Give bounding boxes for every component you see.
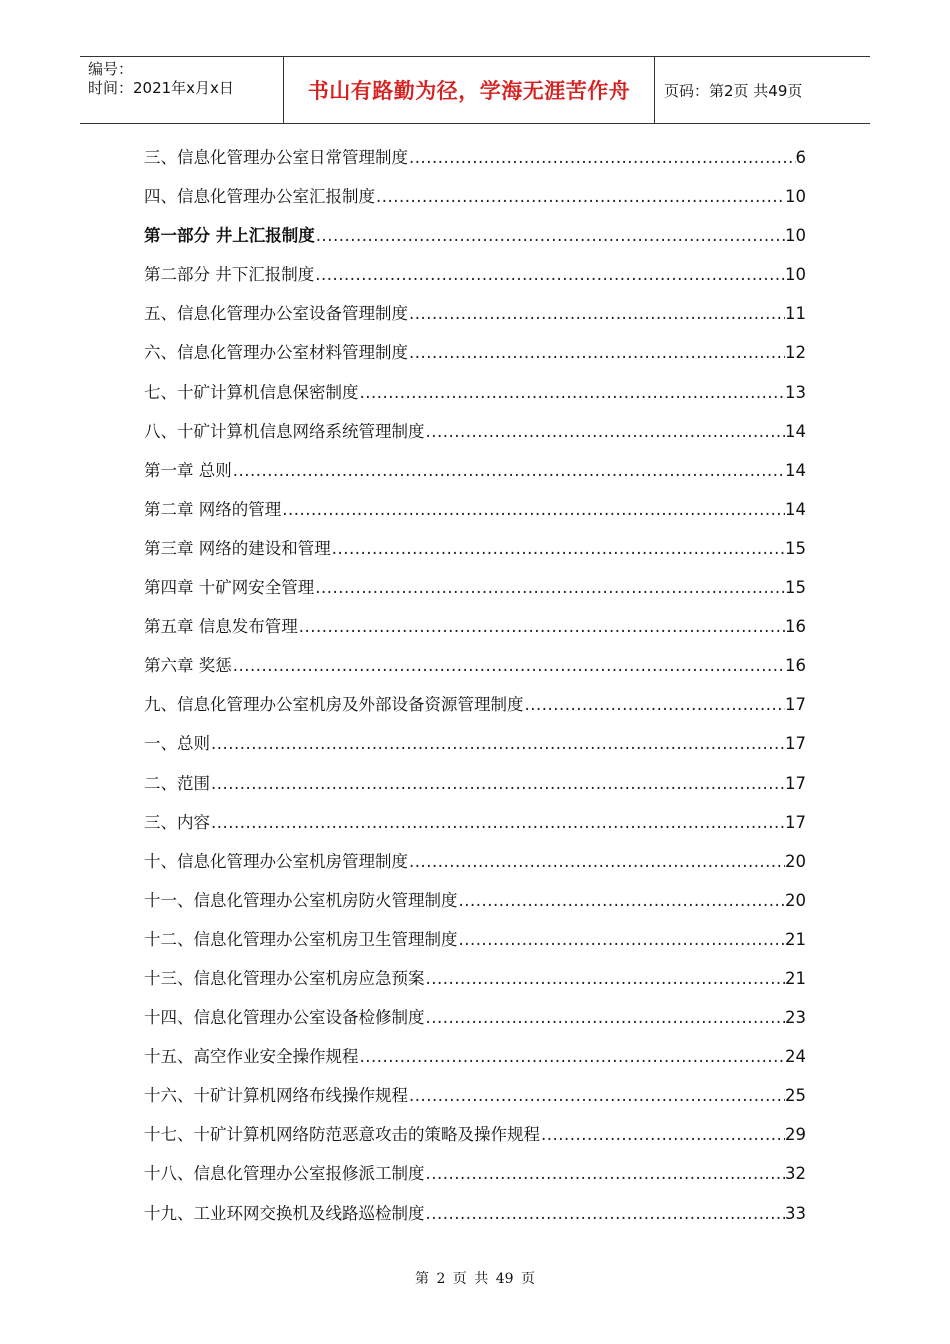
toc-entry-title: 三、信息化管理办公室日常管理制度 bbox=[144, 148, 408, 167]
toc-entry-title: 二、范围 bbox=[144, 773, 210, 793]
toc-entry-title: 十三、信息化管理办公室机房应急预案 bbox=[144, 968, 425, 988]
toc-entry[interactable] bbox=[144, 1194, 806, 1233]
toc-entry[interactable] bbox=[144, 803, 806, 842]
toc-entry-title: 三、内容 bbox=[144, 812, 210, 832]
toc-dot-leader bbox=[540, 1115, 785, 1154]
toc-entry-title: 十七、十矿计算机网络防范恶意攻击的策略及操作规程 bbox=[144, 1125, 540, 1145]
toc-entry-page: 32 bbox=[785, 1164, 806, 1184]
toc-entry[interactable] bbox=[144, 842, 806, 881]
toc-entry-title: 十五、高空作业安全操作规程 bbox=[144, 1047, 359, 1067]
toc-entry[interactable] bbox=[144, 451, 806, 490]
toc-entry[interactable] bbox=[144, 333, 806, 372]
toc-entry[interactable] bbox=[144, 998, 806, 1037]
toc-entry[interactable] bbox=[144, 685, 806, 724]
toc-entry[interactable] bbox=[144, 646, 806, 685]
toc-dot-leader bbox=[425, 1194, 786, 1233]
toc-dot-leader bbox=[408, 294, 785, 333]
toc-entry[interactable] bbox=[144, 177, 806, 216]
toc-entry-title: 第二部分 井下汇报制度 bbox=[144, 265, 315, 285]
toc-entry-page: 17 bbox=[785, 773, 806, 793]
toc-entry-page: 33 bbox=[785, 1203, 806, 1223]
toc-entry-title: 第四章 十矿网安全管理 bbox=[144, 578, 315, 598]
toc-dot-leader bbox=[359, 373, 786, 412]
toc-entry-page: 15 bbox=[785, 578, 806, 598]
toc-entry-title: 第三章 网络的建设和管理 bbox=[144, 538, 331, 558]
toc-entry[interactable] bbox=[144, 216, 806, 255]
toc-entry-page: 23 bbox=[785, 1008, 806, 1028]
page-header bbox=[80, 56, 870, 124]
toc-dot-leader bbox=[425, 412, 786, 451]
toc-dot-leader bbox=[232, 646, 785, 685]
toc-dot-leader bbox=[210, 803, 785, 842]
toc-entry[interactable] bbox=[144, 255, 806, 294]
page-footer: 第 2 页 共 49 页 bbox=[415, 1271, 535, 1287]
toc-entry-title: 十九、工业环网交换机及线路巡检制度 bbox=[144, 1203, 425, 1223]
toc-dot-leader bbox=[408, 138, 796, 177]
toc-entry[interactable] bbox=[144, 607, 806, 646]
toc-entry-title: 十一、信息化管理办公室机房防火管理制度 bbox=[144, 890, 458, 910]
toc-entry[interactable] bbox=[144, 881, 806, 920]
document-date: 时间：2021年x月x日 bbox=[88, 79, 234, 97]
toc-dot-leader bbox=[458, 881, 786, 920]
toc-entry-title: 五、信息化管理办公室设备管理制度 bbox=[144, 304, 408, 324]
toc-entry[interactable] bbox=[144, 959, 806, 998]
toc-entry-page: 17 bbox=[785, 695, 806, 715]
toc-dot-leader bbox=[281, 490, 785, 529]
toc-entry-page: 16 bbox=[785, 656, 806, 676]
toc-dot-leader bbox=[524, 685, 786, 724]
toc-dot-leader bbox=[458, 920, 786, 959]
toc-entry-title: 九、信息化管理办公室机房及外部设备资源管理制度 bbox=[144, 695, 524, 715]
toc-entry-page: 25 bbox=[785, 1086, 806, 1106]
toc-entry-title: 十四、信息化管理办公室设备检修制度 bbox=[144, 1008, 425, 1028]
toc-entry[interactable] bbox=[144, 412, 806, 451]
toc-entry-page: 29 bbox=[785, 1125, 806, 1145]
toc-entry-page: 10 bbox=[785, 187, 806, 207]
toc-entry-page: 12 bbox=[785, 343, 806, 363]
toc-dot-leader bbox=[425, 959, 786, 998]
toc-entry-page: 13 bbox=[785, 382, 806, 402]
toc-entry-page: 6 bbox=[795, 148, 806, 167]
header-motto: 书山有路勤为径，学海无涯苦作舟 bbox=[283, 57, 655, 123]
toc-entry-page: 14 bbox=[785, 460, 806, 480]
toc-entry[interactable] bbox=[144, 138, 806, 177]
toc-entry-title: 第六章 奖惩 bbox=[144, 656, 232, 676]
toc-entry-title: 一、总则 bbox=[144, 734, 210, 754]
toc-entry[interactable] bbox=[144, 490, 806, 529]
toc-entry-page: 16 bbox=[785, 617, 806, 637]
toc-dot-leader bbox=[425, 1154, 786, 1193]
toc-entry[interactable] bbox=[144, 724, 806, 763]
toc-entry[interactable] bbox=[144, 1076, 806, 1115]
toc-entry[interactable] bbox=[144, 764, 806, 803]
toc-entry[interactable] bbox=[144, 1154, 806, 1193]
toc-entry-title: 十、信息化管理办公室机房管理制度 bbox=[144, 851, 408, 871]
toc-entry-title: 六、信息化管理办公室材料管理制度 bbox=[144, 343, 408, 363]
toc-dot-leader bbox=[210, 764, 785, 803]
toc-entry-page: 10 bbox=[785, 226, 806, 246]
toc-entry-page: 14 bbox=[785, 421, 806, 441]
header-meta bbox=[88, 60, 234, 98]
toc-entry-page: 20 bbox=[785, 851, 806, 871]
toc-entry[interactable] bbox=[144, 1115, 806, 1154]
toc-entry-page: 24 bbox=[785, 1047, 806, 1067]
toc-entry[interactable] bbox=[144, 529, 806, 568]
toc-entry-page: 14 bbox=[785, 499, 806, 519]
toc-dot-leader bbox=[425, 998, 786, 1037]
header-page-info: 页码：第2页 共49页 bbox=[664, 81, 803, 100]
toc-entry-page: 17 bbox=[785, 734, 806, 754]
toc-entry-page: 20 bbox=[785, 890, 806, 910]
toc-dot-leader bbox=[210, 724, 785, 763]
toc-dot-leader bbox=[408, 1076, 785, 1115]
toc-entry-page: 21 bbox=[785, 968, 806, 988]
toc-dot-leader bbox=[315, 216, 785, 255]
toc-dot-leader bbox=[314, 255, 785, 294]
toc-entry-page: 11 bbox=[785, 304, 806, 324]
toc-entry-title: 四、信息化管理办公室汇报制度 bbox=[144, 187, 375, 207]
toc-entry-title: 第五章 信息发布管理 bbox=[144, 617, 298, 637]
toc-dot-leader bbox=[375, 177, 785, 216]
toc-dot-leader bbox=[408, 333, 785, 372]
toc-entry-title: 十六、十矿计算机网络布线操作规程 bbox=[144, 1086, 408, 1106]
toc-dot-leader bbox=[359, 1037, 786, 1076]
toc-entry-title: 七、十矿计算机信息保密制度 bbox=[144, 382, 359, 402]
document-number-label: 编号： bbox=[88, 60, 134, 78]
toc-entry-page: 17 bbox=[785, 812, 806, 832]
toc-entry-title: 十二、信息化管理办公室机房卫生管理制度 bbox=[144, 929, 458, 949]
toc-dot-leader bbox=[314, 568, 785, 607]
toc-entry-title: 八、十矿计算机信息网络系统管理制度 bbox=[144, 421, 425, 441]
toc-entry-page: 15 bbox=[785, 538, 806, 558]
toc-dot-leader bbox=[232, 451, 785, 490]
toc-dot-leader bbox=[331, 529, 785, 568]
toc-entry[interactable] bbox=[144, 294, 806, 333]
toc-entry[interactable] bbox=[144, 373, 806, 412]
toc-entry-title: 第二章 网络的管理 bbox=[144, 499, 282, 519]
toc-entry-title: 第一章 总则 bbox=[144, 460, 232, 480]
toc-entry-title: 第一部分 井上汇报制度 bbox=[144, 226, 315, 246]
toc-entry-page: 21 bbox=[785, 929, 806, 949]
toc-entry[interactable] bbox=[144, 920, 806, 959]
toc-dot-leader bbox=[298, 607, 785, 646]
toc-entry[interactable] bbox=[144, 568, 806, 607]
toc-entry-title: 十八、信息化管理办公室报修派工制度 bbox=[144, 1164, 425, 1184]
toc-entry[interactable] bbox=[144, 1037, 806, 1076]
toc-dot-leader bbox=[408, 842, 785, 881]
table-of-contents bbox=[144, 138, 806, 1233]
toc-entry-page: 10 bbox=[785, 265, 806, 285]
